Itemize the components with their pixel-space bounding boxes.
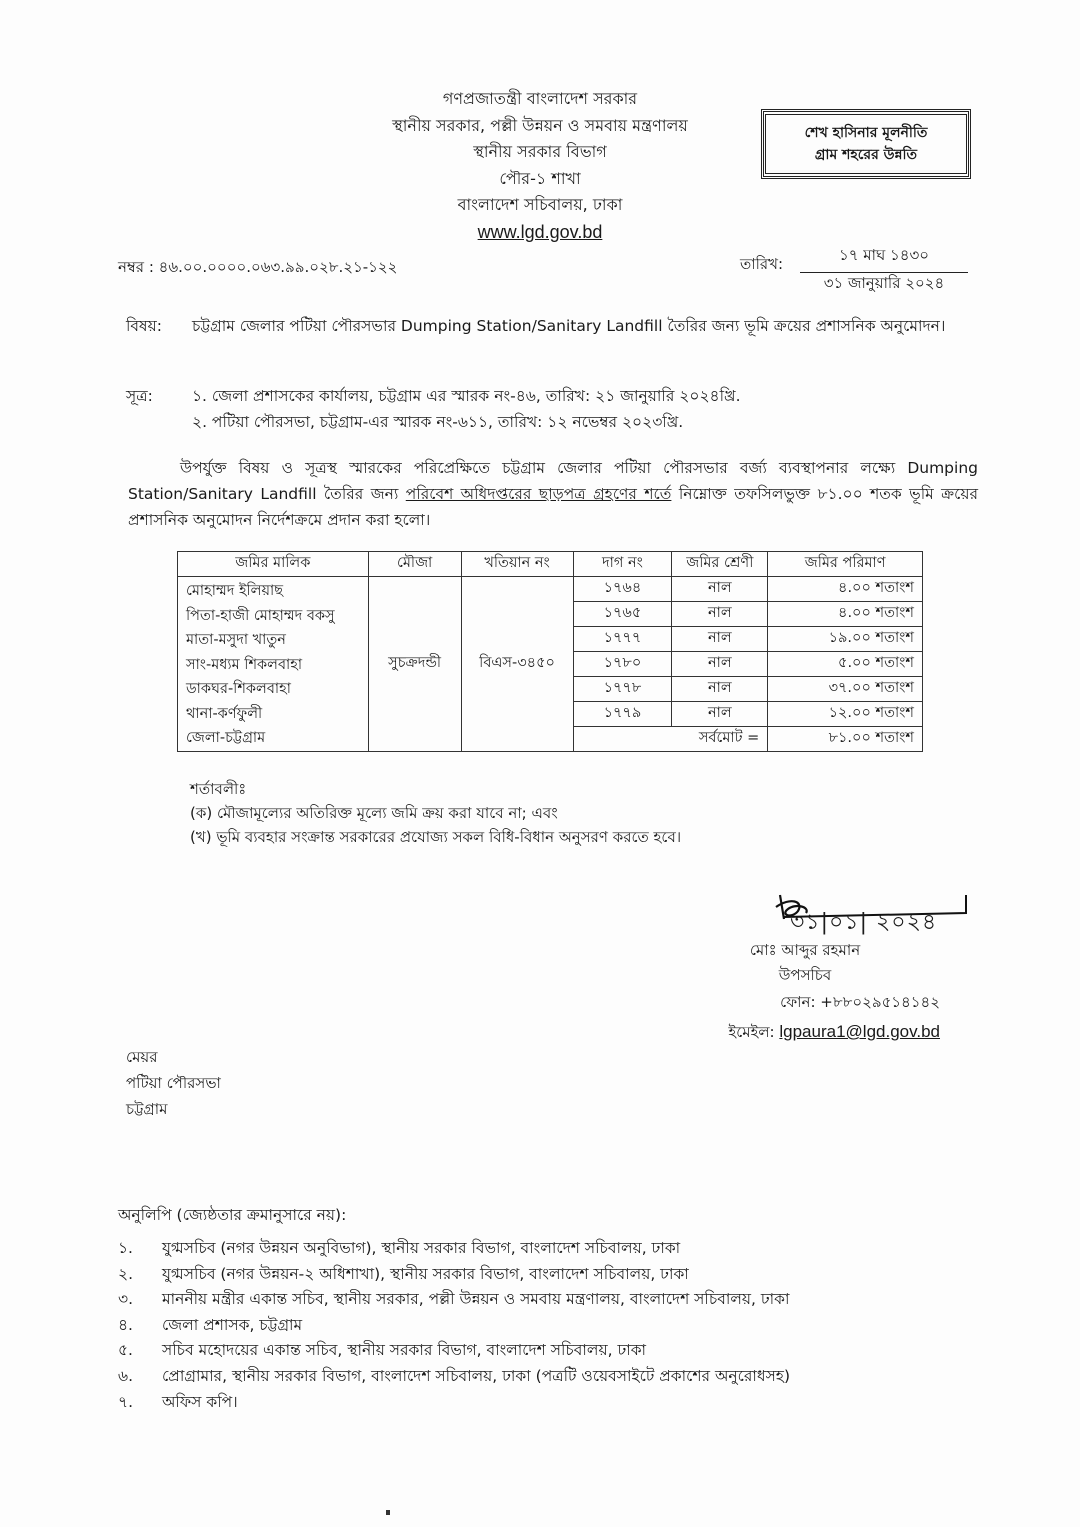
amount-cell: ৪.০০ শতাংশ [768,577,923,602]
recipient-block [126,1044,221,1122]
phone-line [640,988,940,1017]
recipient-line: মেয়র [126,1048,158,1066]
table-header-row [178,552,923,577]
date-gregorian: ৩১ জানুয়ারি ২০২৪ [823,274,945,292]
list-item [118,1338,790,1364]
memo-label: নম্বর [118,258,145,276]
terms-section [190,777,681,849]
header-line-ministry: স্থানীয় সরকার, পল্লী উন্নয়ন ও সমবায় মন্ত্রণালয় [392,115,688,135]
dag-cell: ১৭৭৯ [573,702,672,727]
recipient-line: পটিয়া পৌরসভা [126,1074,221,1092]
body-paragraph [128,455,978,533]
amount-cell: ৫.০০ শতাংশ [768,652,923,677]
references-list [192,383,982,435]
subject-text: চট্টগ্রাম জেলার পটিয়া পৌরসভার Dumping Station/Sanitary Landfill তৈরির জন্য ভূমি ক্রয়ের প্রশাসনিক অনুমোদন। [192,317,946,335]
phone-value: +৮৮০২৯৫১৪১৪২ [820,993,940,1011]
item-text: প্রোগ্রামার, স্থানীয় সরকার বিভাগ, বাংলাদেশ সচিবালয়, ঢাকা (পত্রটি ওয়েবসাইটে প্রকাশের অনুরোধসহ) [162,1366,791,1385]
dag-cell: ১৭৬৫ [573,602,672,627]
list-item [118,1262,790,1288]
class-cell: নাল [672,652,768,677]
body-condition-underlined: পরিবেশ অধিদপ্তরের ছাড়পত্র গ্রহণের শর্তে [405,485,672,503]
body-text-2: নিম্নোক্ত তফসিলভুক্ত ৮১.০০ শতক ভূমি ক্রয়ের প্রশাসনিক অনুমোদন নির্দেশক্রমে প্রদান করা হলো। [128,485,978,529]
terms-title: শর্তাবলীঃ [190,780,247,798]
col-amount: জমির পরিমাণ [768,552,923,577]
body-text-1: উপর্যুক্ত বিষয় ও সূত্রস্থ স্মারকের পরিপ্রেক্ষিতে চট্টগ্রাম জেলার পটিয়া পৌরসভার বর্জ্য ব্যবস্থাপনার লক্ষ্যে Dumping Station/Sanitary Landfill তৈরির জন্য [128,459,978,503]
class-cell: নাল [672,577,768,602]
subject-label: বিষয়: [126,317,162,335]
memo-value: ৪৬.০০.০০০০.০৬৩.৯৯.০২৮.২১-১২২ [158,258,398,276]
dag-cell: ১৭৮০ [573,652,672,677]
owner-line: সাং-মধ্যম শিকলবাহা [186,656,303,673]
land-schedule-table [177,551,923,752]
list-item [118,1364,790,1390]
owner-line: ডাকঘর-শিকলবাহা [186,681,291,697]
dag-cell: ১৭৭৭ [573,627,672,652]
item-number: ৩. [118,1290,134,1309]
copies-title: অনুলিপি (জ্যেষ্ঠতার ক্রমানুসারে নয়): [118,1206,347,1224]
amount-cell: ১৯.০০ শতাংশ [768,627,923,652]
owner-line: মাতা-মসুদা খাতুন [186,632,286,648]
term-item: (খ) ভূমি ব্যবহার সংক্রান্ত সরকারের প্রযোজ্য সকল বিধি-বিধান অনুসরণ করতে হবে। [190,828,682,846]
dag-cell: ১৭৭৮ [573,677,672,702]
item-text: সচিব মহোদয়ের একান্ত সচিব, স্থানীয় সরকার বিভাগ, বাংলাদেশ সচিবালয়, ঢাকা [162,1341,647,1360]
list-item [118,1313,790,1339]
khatian-cell: বিএস-৩৪৫০ [461,577,573,752]
item-number: ১. [118,1239,133,1257]
class-cell: নাল [672,702,768,727]
memo-number: নম্বর : ৪৬.০০.০০০০.০৬৩.৯৯.০২৮.২১-১২২ [118,258,398,276]
email-label: ইমেইল: [728,1023,775,1041]
col-dag: দাগ নং [573,552,672,577]
list-item [118,1287,790,1313]
contact-block [640,988,940,1047]
col-mouza: মৌজা [368,552,461,577]
signer-name: মোঃ আব্দুর রহমান [749,941,861,959]
total-amount: ৮১.০০ শতাংশ [768,727,923,752]
reference-item: ১. জেলা প্রশাসকের কার্যালয়, চট্টগ্রাম এর স্মারক নং-৪৬, তারিখ: ২১ জানুয়ারি ২০২৪খ্রি. [192,387,741,405]
item-text: মাননীয় মন্ত্রীর একান্ত সচিব, স্থানীয় সরকার, পল্লী উন্নয়ন ও সমবায় মন্ত্রণালয়, বাংলাদেশ সচিবালয়, ঢাকা [162,1290,790,1309]
copies-list [118,1236,790,1415]
header-line-branch: পৌর-১ শাখা [499,168,581,188]
owner-line: থানা-কর্ণফুলী [186,705,263,722]
header-line-government: গণপ্রজাতন্ত্রী বাংলাদেশ সরকার [442,89,638,108]
dag-cell: ১৭৬৪ [573,577,672,602]
references-label: সূত্র: [126,387,153,405]
recipient-line: চট্টগ্রাম [126,1100,168,1118]
col-class: জমির শ্রেণী [672,552,768,577]
header-line-division: স্থানীয় সরকার বিভাগ [473,142,607,161]
table-row [178,577,923,602]
total-label: সর্বমোট = [573,727,768,752]
item-number: ৭. [118,1392,134,1411]
signer-block [680,938,930,988]
date-label: তারিখ: [740,255,784,273]
owner-cell [178,577,369,752]
motto-box [761,109,971,179]
email-line [640,1017,940,1047]
scan-speck [386,1510,390,1515]
owner-line: পিতা-হাজী মোহাম্মদ বকসু [186,607,335,624]
letterhead [300,86,780,245]
mouza-cell: সুচক্রদন্ডী [368,577,461,752]
col-owner: জমির মালিক [178,552,369,577]
item-text: জেলা প্রশাসক, চট্টগ্রাম [162,1315,303,1334]
class-cell: নাল [672,677,768,702]
class-cell: নাল [672,602,768,627]
website-link[interactable]: www.lgd.gov.bd [477,221,603,242]
email-link[interactable]: lgpaura1@lgd.gov.bd [779,1022,940,1041]
item-number: ২. [118,1264,134,1283]
motto-line-1: শেখ হাসিনার মূলনীতি [804,125,928,141]
term-item: (ক) মৌজামূল্যের অতিরিক্ত মূল্যে জমি ক্রয় করা যাবে না; এবং [190,804,558,822]
item-number: ৫. [118,1341,133,1360]
handwritten-date: ৩১|০১| ২০২৪ [790,910,938,935]
signer-designation: উপসচিব [778,966,832,984]
class-cell: নাল [672,627,768,652]
item-text: যুগ্মসচিব (নগর উন্নয়ন-২ অধিশাখা), স্থানীয় সরকার বিভাগ, বাংলাদেশ সচিবালয়, ঢাকা [162,1264,689,1283]
list-item [118,1390,790,1416]
item-text: অফিস কপি। [162,1392,238,1411]
item-number: ৬. [118,1366,134,1385]
col-khatian: খতিয়ান নং [461,552,573,577]
amount-cell: ১২.০০ শতাংশ [768,702,923,727]
owner-line: জেলা-চট্টগ্রাম [186,730,266,746]
amount-cell: ৩৭.০০ শতাংশ [768,677,923,702]
owner-line: মোহাম্মদ ইলিয়াছ [186,583,283,599]
list-item [118,1236,790,1262]
item-text: যুগ্মসচিব (নগর উন্নয়ন অনুবিভাগ), স্থানীয় সরকার বিভাগ, বাংলাদেশ সচিবালয়, ঢাকা [162,1239,681,1257]
item-number: ৪. [118,1315,133,1334]
header-line-secretariat: বাংলাদেশ সচিবালয়, ঢাকা [457,195,623,214]
amount-cell: ৪.০০ শতাংশ [768,602,923,627]
date-bangla: ১৭ মাঘ ১৪৩০ [800,244,968,273]
reference-item: ২. পটিয়া পৌরসভা, চট্টগ্রাম-এর স্মারক নং-৬১১, তারিখ: ১২ নভেম্বর ২০২৩খ্রি. [192,413,684,431]
phone-label: ফোন: [780,993,816,1011]
motto-line-2: গ্রাম শহরের উন্নতি [814,147,918,163]
